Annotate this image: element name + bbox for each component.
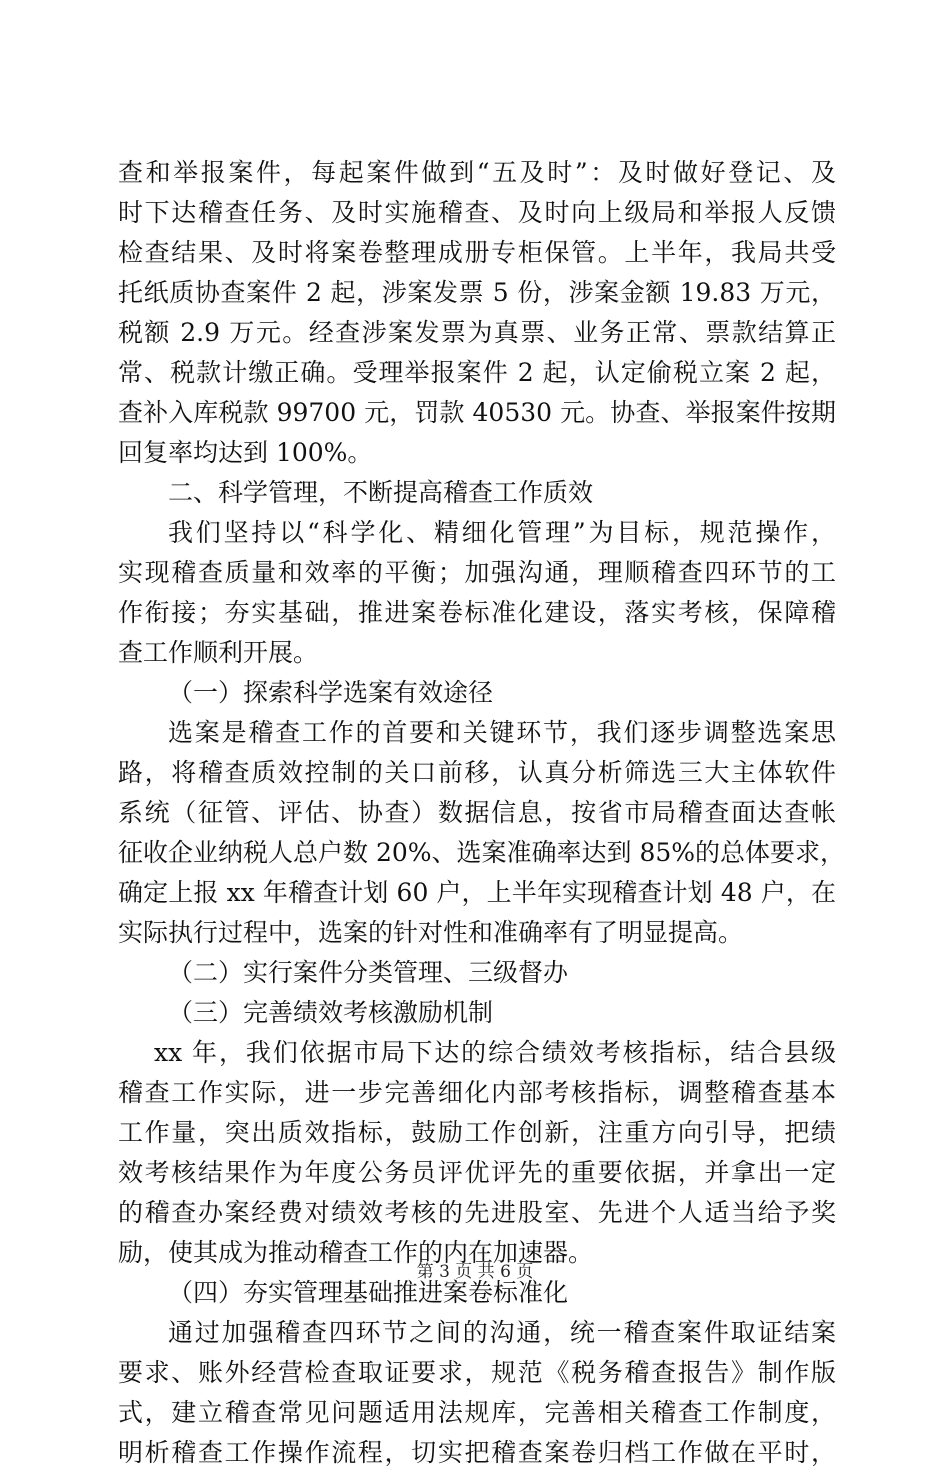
subsection-heading: （四）夯实管理基础推进案卷标准化 bbox=[168, 1278, 569, 1307]
text-line: 查工作顺利开展。 bbox=[118, 638, 319, 667]
text-line: 要求、账外经营检查取证要求，规范《税务稽查报告》制作版 bbox=[118, 1358, 836, 1387]
text-line: 路，将稽查质效控制的关口前移，认真分析筛选三大主体软件 bbox=[118, 758, 836, 787]
text-line: 作衔接；夯实基础，推进案卷标准化建设，落实考核，保障稽 bbox=[118, 598, 836, 627]
text-line: 稽查工作实际，进一步完善细化内部考核指标，调整稽查基本 bbox=[118, 1078, 836, 1107]
text-line: xx 年，我们依据市局下达的综合绩效考核指标，结合县级 bbox=[154, 1038, 836, 1067]
text-line: 通过加强稽查四环节之间的沟通，统一稽查案件取证结案 bbox=[168, 1318, 836, 1347]
section-heading: 二、科学管理，不断提高稽查工作质效 bbox=[168, 478, 594, 507]
text-line: 实际执行过程中，选案的针对性和准确率有了明显提高。 bbox=[118, 918, 744, 947]
text-line: 效考核结果作为年度公务员评优评先的重要依据，并拿出一定 bbox=[118, 1158, 836, 1187]
text-line: 确定上报 xx 年稽查计划 60 户，上半年实现稽查计划 48 户，在 bbox=[118, 878, 836, 907]
text-line: 托纸质协查案件 2 起，涉案发票 5 份，涉案金额 19.83 万元， bbox=[118, 278, 836, 307]
text-line: 征收企业纳税人总户数 20%、选案准确率达到 85%的总体要求， bbox=[118, 838, 846, 867]
text-line: 实现稽查质量和效率的平衡；加强沟通，理顺稽查四环节的工 bbox=[118, 558, 836, 587]
text-line: 式，建立稽查常见问题适用法规库，完善相关稽查工作制度， bbox=[118, 1398, 836, 1427]
subsection-heading: （二）实行案件分类管理、三级督办 bbox=[168, 958, 569, 987]
text-line: 税额 2.9 万元。经查涉案发票为真票、业务正常、票款结算正 bbox=[118, 318, 836, 347]
text-line: 明析稽查工作操作流程，切实把稽查案卷归档工作做在平时， bbox=[118, 1438, 836, 1467]
text-line: 的稽查办案经费对绩效考核的先进股室、先进个人适当给予奖 bbox=[118, 1198, 836, 1227]
subsection-heading: （一）探索科学选案有效途径 bbox=[168, 678, 494, 707]
subsection-heading: （三）完善绩效考核激励机制 bbox=[168, 998, 494, 1027]
text-line: 励，使其成为推动稽查工作的内在加速器。 bbox=[118, 1238, 594, 1267]
text-line: 工作量，突出质效指标，鼓励工作创新，注重方向引导，把绩 bbox=[118, 1118, 836, 1147]
text-line: 选案是稽查工作的首要和关键环节，我们逐步调整选案思 bbox=[168, 718, 836, 747]
text-line: 常、税款计缴正确。受理举报案件 2 起，认定偷税立案 2 起， bbox=[118, 358, 836, 387]
text-line: 我们坚持以“科学化、精细化管理”为目标，规范操作， bbox=[168, 518, 836, 547]
text-line: 检查结果、及时将案卷整理成册专柜保管。上半年，我局共受 bbox=[118, 238, 836, 267]
text-line: 查补入库税款 99700 元，罚款 40530 元。协查、举报案件按期 bbox=[118, 398, 836, 427]
page-number-footer: 第 3 页 共 6 页 bbox=[416, 1262, 534, 1282]
text-line: 系统（征管、评估、协查）数据信息，按省市局稽查面达查帐 bbox=[118, 798, 836, 827]
text-line: 回复率均达到 100%。 bbox=[118, 438, 373, 467]
text-line: 查和举报案件，每起案件做到“五及时”：及时做好登记、及 bbox=[118, 158, 836, 187]
text-line: 时下达稽查任务、及时实施稽查、及时向上级局和举报人反馈 bbox=[118, 198, 836, 227]
